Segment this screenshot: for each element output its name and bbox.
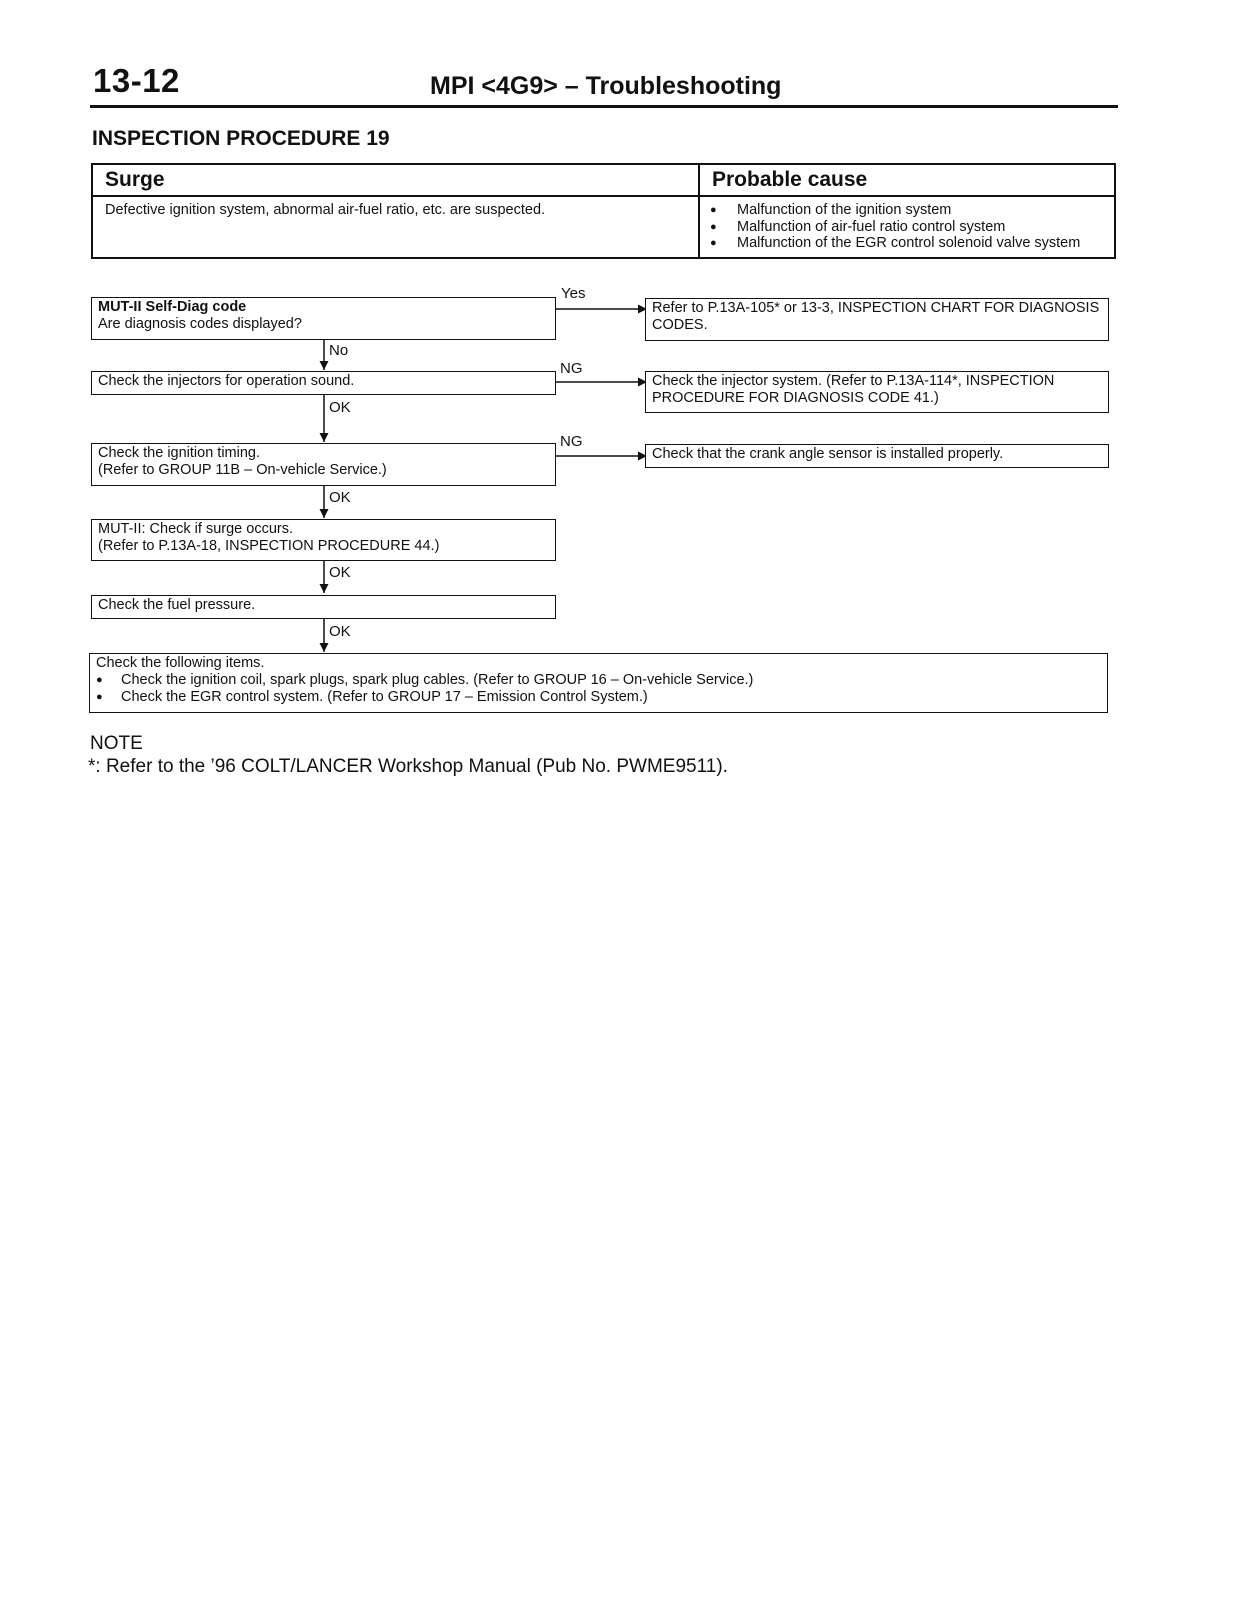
page-title: MPI <4G9> – Troubleshooting — [430, 72, 782, 100]
note-title: NOTE — [90, 733, 143, 754]
ng-action-crank-sensor-box: Check that the crank angle sensor is installed properly. — [645, 444, 1109, 468]
yes-action-box: Refer to P.13A-105* or 13-3, INSPECTION CHART FOR DIAGNOSIS CODES. — [645, 298, 1109, 341]
step-surge-check-line2: (Refer to P.13A-18, INSPECTION PROCEDURE 44.) — [98, 538, 440, 554]
final-check-list — [96, 672, 1101, 706]
symptom-heading: Surge — [93, 165, 698, 197]
probable-cause-item: ● Malfunction of the ignition system — [710, 202, 1114, 219]
final-check-item: ● Check the EGR control system. (Refer to GROUP 17 – Emission Control System.) — [96, 689, 1101, 706]
page-number: 13-12 — [93, 62, 180, 99]
step-self-diag-title: MUT-II Self-Diag code — [98, 299, 247, 315]
ng-label-1: NG — [560, 360, 583, 377]
probable-cause-item: ● Malfunction of air-fuel ratio control system — [710, 219, 1114, 236]
step-surge-check-box — [91, 519, 556, 561]
step-self-diag-box — [91, 297, 556, 340]
symptom-description: Defective ignition system, abnormal air-fuel ratio, etc. are suspected. — [105, 202, 546, 218]
step-surge-check-line1: MUT-II: Check if surge occurs. — [98, 521, 293, 537]
note-text: *: Refer to the ’96 COLT/LANCER Workshop Manual (Pub No. PWME9511). — [88, 756, 728, 777]
ok-label-2: OK — [329, 489, 351, 506]
ok-label-1: OK — [329, 399, 351, 416]
step-ignition-timing-box — [91, 443, 556, 486]
final-check-box — [89, 653, 1108, 713]
yes-label: Yes — [561, 285, 586, 302]
probable-cause-heading: Probable cause — [700, 165, 1114, 197]
ok-label-3: OK — [329, 564, 351, 581]
step-ignition-timing-line1: Check the ignition timing. — [98, 445, 260, 461]
step-injector-sound-box: Check the injectors for operation sound. — [91, 371, 556, 395]
procedure-title: INSPECTION PROCEDURE 19 — [92, 127, 390, 150]
step-fuel-pressure-box: Check the fuel pressure. — [91, 595, 556, 619]
final-check-intro: Check the following items. — [96, 655, 265, 671]
final-check-item: ● Check the ignition coil, spark plugs, spark plug cables. (Refer to GROUP 16 – On-vehicle Service.) — [96, 672, 1101, 689]
no-label: No — [329, 342, 349, 359]
ng-action-injector-box: Check the injector system. (Refer to P.13A-114*, INSPECTION PROCEDURE FOR DIAGNOSIS CODE 41.) — [645, 371, 1109, 413]
step-ignition-timing-line2: (Refer to GROUP 11B – On-vehicle Service.) — [98, 462, 387, 478]
probable-cause-item: ● Malfunction of the EGR control solenoid valve system — [710, 235, 1114, 252]
ng-label-2: NG — [560, 433, 583, 450]
ok-label-4: OK — [329, 623, 351, 640]
step-self-diag-question: Are diagnosis codes displayed? — [98, 316, 302, 332]
